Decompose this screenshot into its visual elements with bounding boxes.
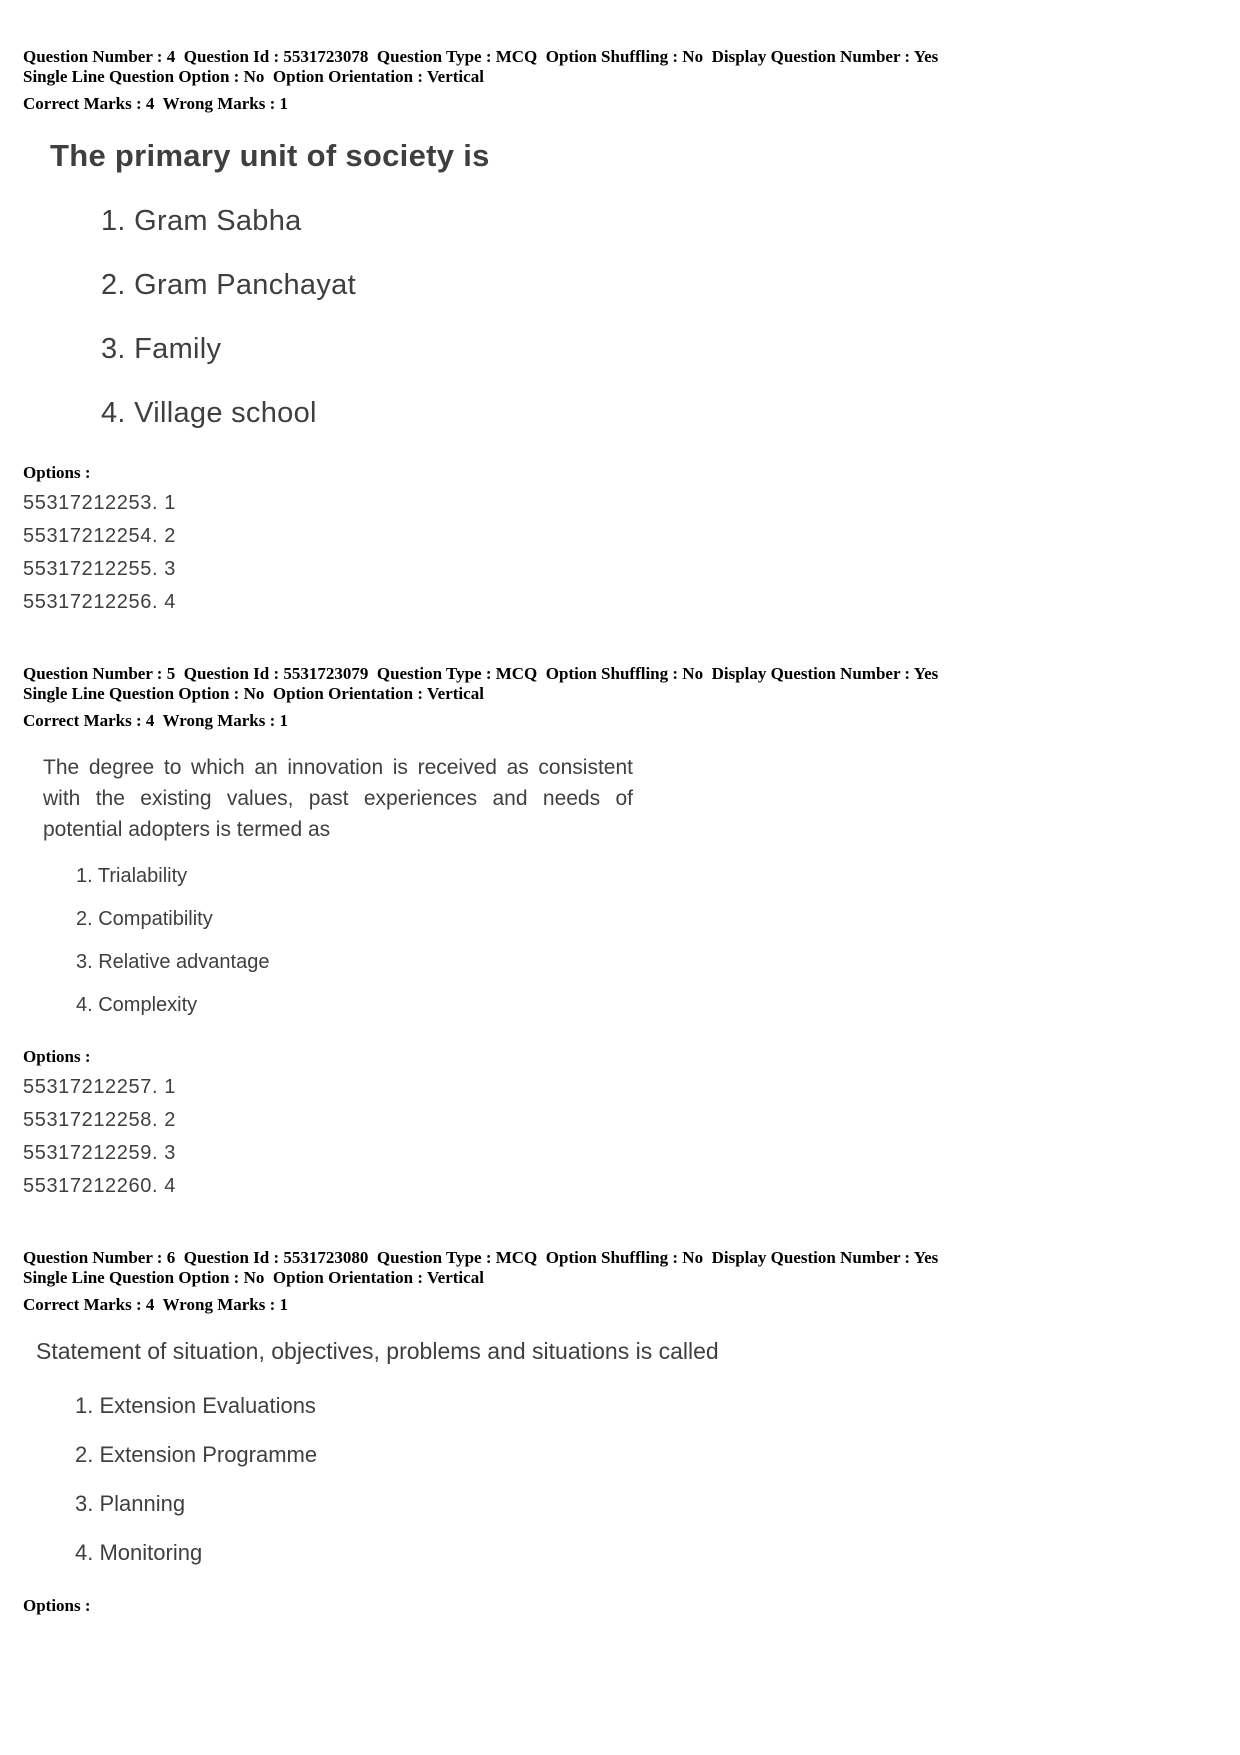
option-id-row: 55317212255. 3 — [23, 558, 176, 580]
choice-item: 4. Monitoring — [75, 1540, 203, 1565]
option-id-row: 55317212260. 4 — [23, 1175, 176, 1197]
choice-item: 1. Extension Evaluations — [75, 1393, 316, 1418]
option-id-row: 55317212256. 4 — [23, 591, 176, 613]
choice-item: 2. Compatibility — [76, 908, 213, 930]
question-meta-line2: Single Line Question Option : No Option Orientation : Vertical — [23, 67, 484, 86]
question-text: The primary unit of society is — [50, 138, 490, 173]
marks-line: Correct Marks : 4 Wrong Marks : 1 — [23, 1295, 289, 1314]
choice-item: 3. Relative advantage — [76, 951, 270, 973]
question-block-5 — [23, 664, 1210, 1202]
choice-item: 4. Village school — [101, 397, 317, 429]
choice-item: 1. Trialability — [76, 865, 188, 887]
marks-line: Correct Marks : 4 Wrong Marks : 1 — [23, 94, 289, 113]
question-meta-line2: Single Line Question Option : No Option Orientation : Vertical — [23, 684, 484, 703]
options-label: Options : — [23, 463, 91, 482]
option-id-row: 55317212258. 2 — [23, 1109, 176, 1131]
options-label: Options : — [23, 1047, 91, 1066]
choice-item: 2. Gram Panchayat — [101, 269, 356, 301]
question-meta-line2: Single Line Question Option : No Option Orientation : Vertical — [23, 1268, 484, 1287]
option-id-row: 55317212257. 1 — [23, 1076, 176, 1098]
question-block-4 — [23, 47, 1210, 618]
marks-line: Correct Marks : 4 Wrong Marks : 1 — [23, 711, 289, 730]
options-label: Options : — [23, 1596, 91, 1615]
question-text: Statement of situation, objectives, problems and situations is called — [36, 1338, 719, 1364]
question-meta-line1: Question Number : 4 Question Id : 5531723078 Question Type : MCQ Option Shuffling : No Display Question Number : Yes — [23, 47, 939, 66]
option-id-list — [23, 1071, 1210, 1202]
question-meta-line1: Question Number : 5 Question Id : 5531723079 Question Type : MCQ Option Shuffling : No Display Question Number : Yes — [23, 664, 939, 683]
option-id-row: 55317212259. 3 — [23, 1142, 176, 1164]
option-id-row: 55317212253. 1 — [23, 492, 176, 514]
option-id-row: 55317212254. 2 — [23, 525, 176, 547]
question-meta-line1: Question Number : 6 Question Id : 5531723080 Question Type : MCQ Option Shuffling : No Display Question Number : Yes — [23, 1248, 939, 1267]
option-id-list — [23, 487, 1210, 618]
question-text: The degree to which an innovation is received as consistent with the existing values, past experiences and needs of potential adopters is termed as — [43, 756, 633, 841]
choice-item: 3. Family — [101, 333, 222, 365]
choice-item: 1. Gram Sabha — [101, 205, 302, 237]
choice-item: 4. Complexity — [76, 994, 198, 1016]
choice-item: 2. Extension Programme — [75, 1442, 318, 1467]
choice-item: 3. Planning — [75, 1491, 186, 1516]
question-block-6 — [23, 1248, 1210, 1616]
